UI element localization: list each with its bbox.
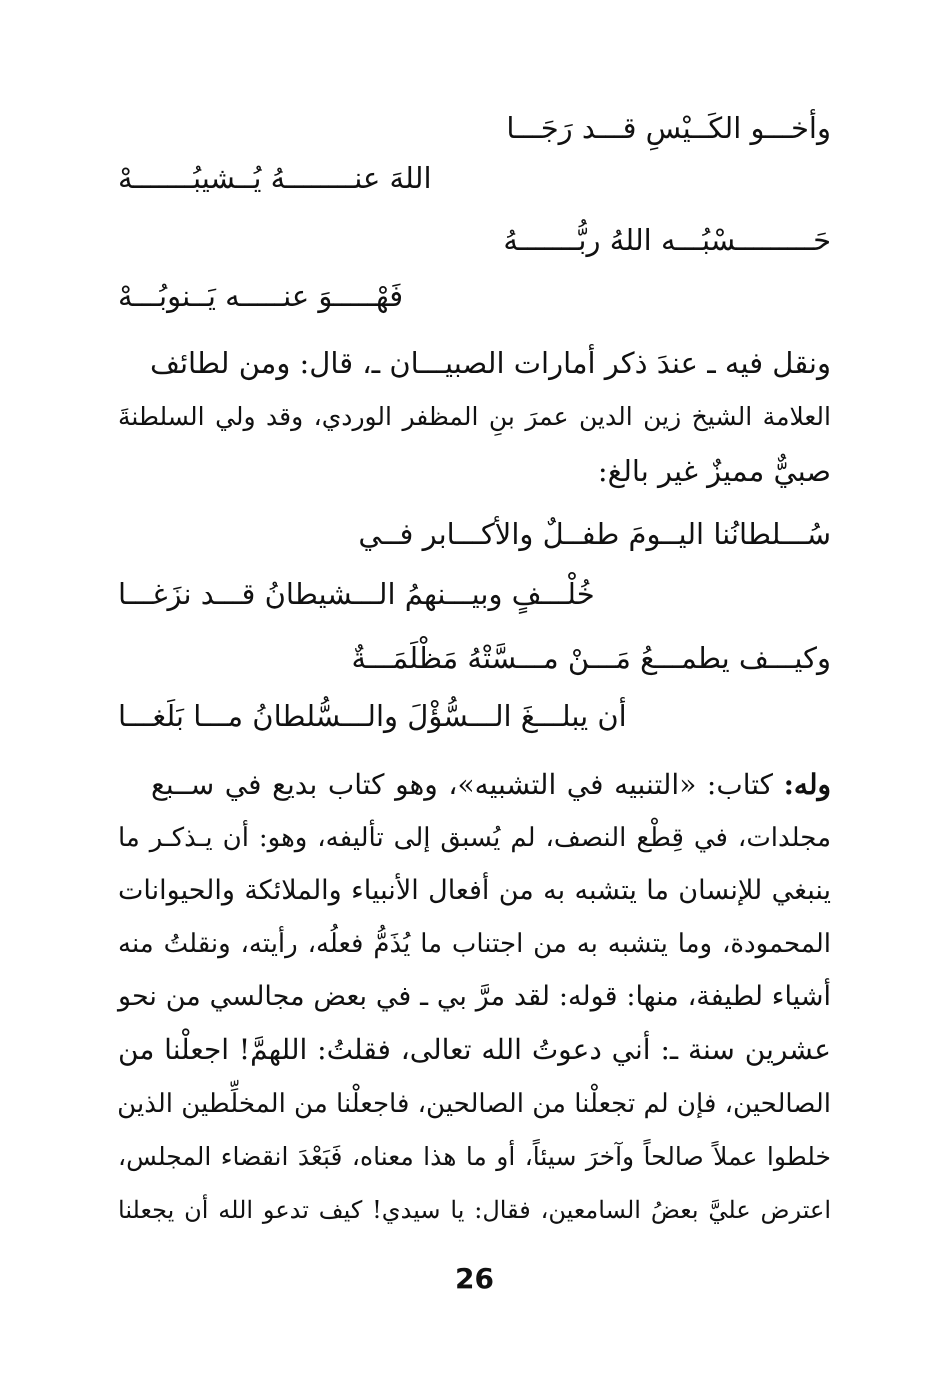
text-line: أشياء لطيفة، منها: قوله: لقد مرَّ بي ـ في بعض مجالسي من نحو [118,981,831,1012]
text-line: اعترض عليَّ بعضُ السامعين، فقال: يا سيدي! كيف تدعو الله أن يجعلنا [118,1196,831,1224]
text-line: خلطوا عملاً صالحاً وآخرَ سيئاً، أو ما هذا معناه، فَبَعْدَ انقضاء المجلس، [118,1142,831,1171]
verse-line: اللهَ عنــــــــهُ يُــشيبُـــــــهْ [118,161,432,195]
text-line: المحمودة، وما يتشبه به من اجتناب ما يُذَمُّ فعلُه، رأيته، ونقلتُ منه [118,929,831,959]
text-line: ونقل فيه ـ عندَ ذكر أمارات الصبيـــان ـ، قال: ومن لطائف [149,346,831,380]
text-line: مجلدات، في قِطْع النصف، لم يُسبق إلى تأليفه، وهو: أن يـذكـر ما [118,823,831,853]
verse-line: حَـــــــــسْبُـــه اللهُ ربُّـــــــهُ [503,223,831,257]
text-line: العلامة الشيخ زين الدين عمرَ بنِ المظفر الوردي، وقد ولي السلطنةَ [118,402,831,431]
text-line: صبيٌّ مميزٌ غير بالغ: [597,454,831,488]
text-line [151,765,831,805]
verse-line: خُلْـــفٍ وبيـــنهمُ الـــشيطانُ قـــد نزَغـــا [118,577,595,611]
verse-line: وكيـــف يطمـــعُ مَـــنْ مـــسَّتْهُ مَظْلَمَـــةٌ [351,641,831,675]
verse-line: فَهْـــــوَ عنـــــه يَــنوبُـــهْ [118,279,404,313]
page-number: 26 [455,1262,494,1295]
paragraph-lead: وله: [783,768,831,801]
verse-line: سُـــلطانُنا اليــومَ طفــلٌ والأكـــابر فــي [358,517,831,551]
text-line: عشرين سنة ـ: أني دعوتُ الله تعالى، فقلتُ: اللهمَّ! اجعلْنا من [118,1033,831,1066]
text-line: ينبغي للإنسان ما يتشبه به من أفعال الأنبياء والملائكة والحيوانات [118,875,831,906]
text-line: الصالحين، فإن لم تجعلْنا من الصالحين، فاجعلْنا من المخلِّطين الذين [117,1089,831,1119]
verse-line: أن يبلـــغَ الـــسُّؤْلَ والـــسُّلطانُ مـــا بَلَغـــا [118,699,627,733]
text-line-body: كتاب: «التنبيه في التشبيه»، وهو كتاب بديع في ســبع [151,768,774,801]
verse-line: وأخـــو الكَــيْسِ قـــد رَجَـــا [506,111,831,145]
